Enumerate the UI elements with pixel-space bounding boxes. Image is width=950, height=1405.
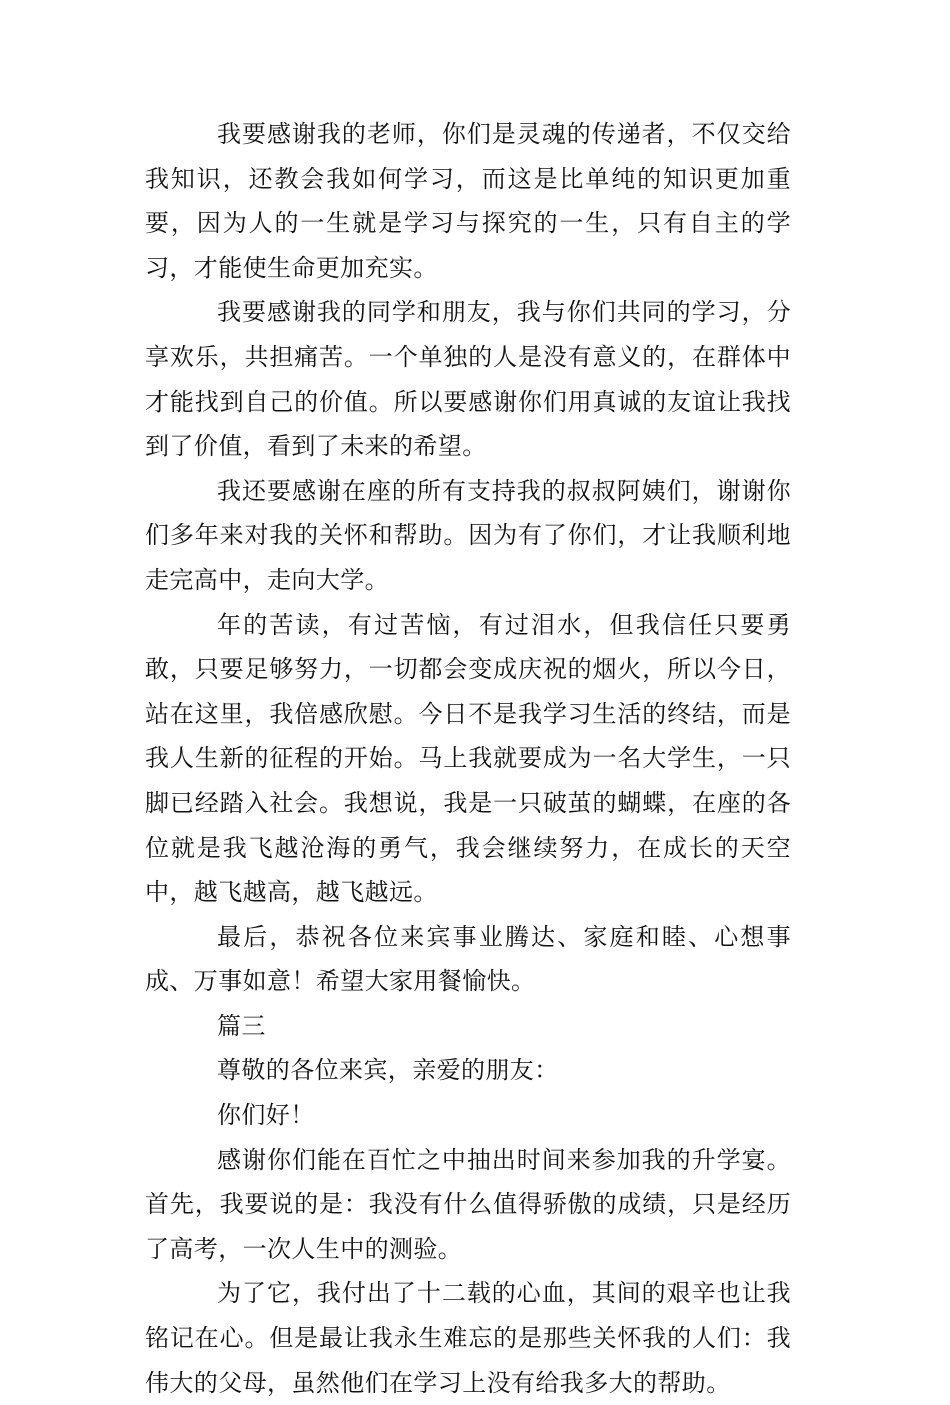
paragraph-thank-classmates: 我要感谢我的同学和朋友，我与你们共同的学习，分享欢乐，共担痛苦。一个单独的人是没有意义的，在群体中才能找到自己的价值。所以要感谢你们用真诚的友谊让我找到了价值，看到了未来的希望。 (145, 298, 791, 461)
greeting: 你们好！ (217, 1101, 315, 1130)
paragraph-thanks-for-attending: 感谢你们能在百忙之中抽出时间来参加我的升学宴。首先，我要说的是：我没有什么值得骄傲的成绩，只是经历了高考，一次人生中的测验。 (145, 1145, 791, 1263)
salutation: 尊敬的各位来宾，亲爱的朋友： (217, 1056, 559, 1085)
section-heading: 篇三 (217, 1011, 266, 1040)
paragraph-years-of-study: 年的苦读，有过苦恼，有过泪水，但我信任只要勇敢，只要足够努力，一切都会变成庆祝的烟火，所以今日，站在这里，我倍感欣慰。今日不是我学习生活的终结，而是我人生新的征程的开始。马上我就要成为一名大学生，一只脚已经踏入社会。我想说，我是一只破茧的蝴蝶，在座的各位就是我飞越沧海的勇气，我会继续努力，在成长的天空中，越飞越高，越飞越远。 (145, 610, 791, 907)
paragraph-closing-wishes: 最后，恭祝各位来宾事业腾达、家庭和睦、心想事成、万事如意！希望大家用餐愉快。 (145, 922, 791, 996)
paragraph-twelve-years: 为了它，我付出了十二载的心血，其间的艰辛也让我铭记在心。但是最让我永生难忘的是那些关怀我的人们：我伟大的父母，虽然他们在学习上没有给我多大的帮助。 (145, 1279, 791, 1397)
paragraph-thank-elders: 我还要感谢在座的所有支持我的叔叔阿姨们，谢谢你们多年来对我的关怀和帮助。因为有了你们，才让我顺利地走完高中，走向大学。 (145, 476, 791, 594)
paragraph-thank-teachers: 我要感谢我的老师，你们是灵魂的传递者，不仅交给我知识，还教会我如何学习，而这是比单纯的知识更加重要，因为人的一生就是学习与探究的一生，只有自主的学习，才能使生命更加充实。 (145, 120, 791, 282)
document-body (145, 112, 791, 1405)
